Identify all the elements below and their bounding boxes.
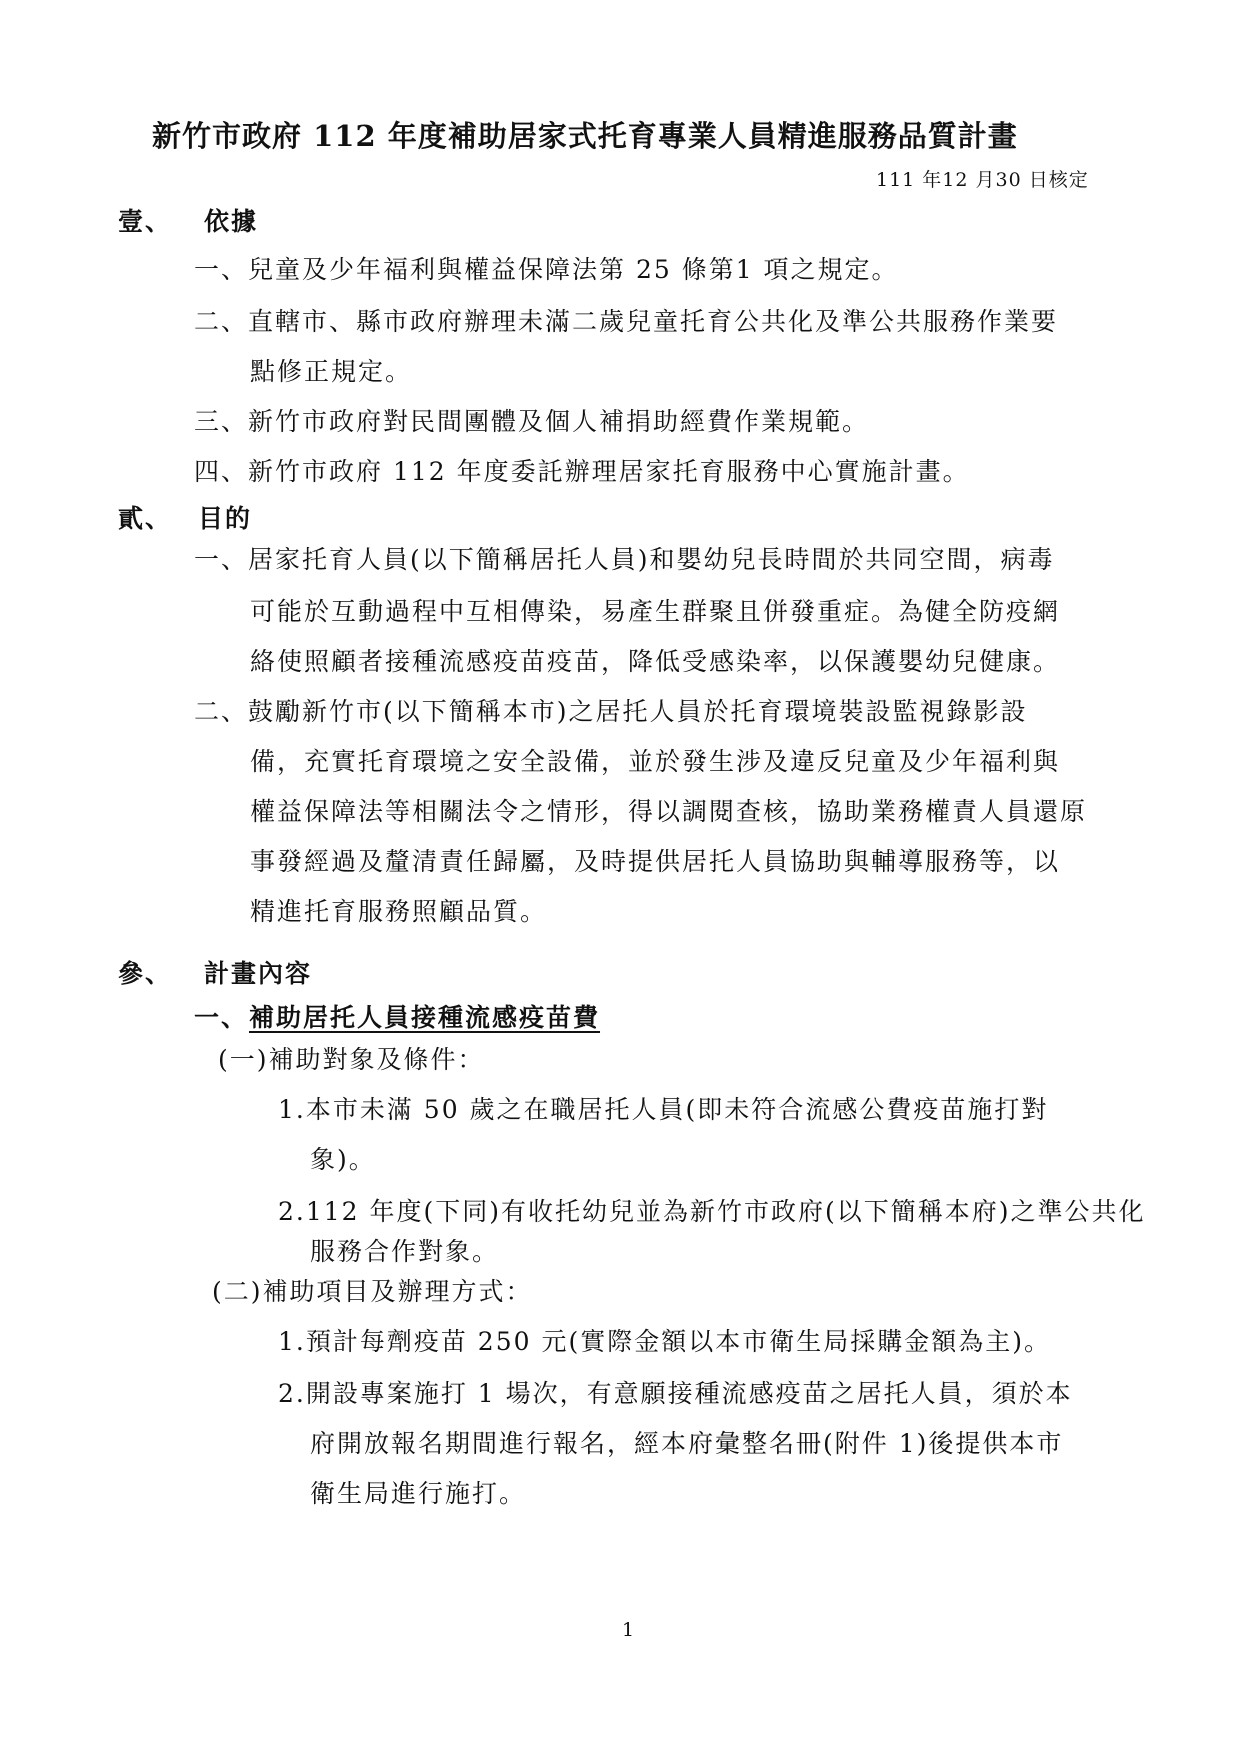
section2-line: 絡使照顧者接種流感疫苗疫苗，降低受感染率，以保護嬰幼兒健康。 [250, 647, 1061, 676]
part1-line: 象)。 [310, 1145, 376, 1174]
part2-line: 2.開設專案施打 1 場次，有意願接種流感疫苗之居托人員，須於本 [278, 1379, 1073, 1408]
section2-line: 事發經過及釐清責任歸屬，及時提供居托人員協助與輔導服務等，以 [250, 847, 1061, 876]
subsection1-prefix: 一、 [194, 1003, 249, 1032]
section2-number: 貳、 [118, 504, 173, 533]
section1-heading: 依據 [204, 207, 259, 236]
part2-line: 府開放報名期間進行報名，經本府彙整名冊(附件 1)後提供本市 [310, 1429, 1064, 1458]
part2-line: 1.預計每劑疫苗 250 元(實際金額以本市衛生局採購金額為主)。 [278, 1327, 1051, 1356]
part1-heading: (一)補助對象及條件： [218, 1045, 485, 1074]
section2-line: 權益保障法等相關法令之情形，得以調閱查核，協助業務權責人員還原 [250, 797, 1088, 826]
section3-heading: 計畫內容 [204, 959, 313, 988]
section2-heading: 目的 [198, 504, 253, 533]
section1-number: 壹、 [118, 207, 173, 236]
part1-line: 1.本市未滿 50 歲之在職居托人員(即未符合流感公費疫苗施打對 [278, 1095, 1049, 1124]
approval-date: 111 年12 月30 日核定 [876, 169, 1089, 191]
part2-heading: (二)補助項目及辦理方式： [212, 1277, 533, 1306]
part1-line: 服務合作對象。 [310, 1237, 500, 1266]
section2-line: 一、居家托育人員(以下簡稱居托人員)和嬰幼兒長時間於共同空間，病毒 [194, 545, 1055, 574]
part1-line: 2.112 年度(下同)有收托幼兒並為新竹市政府(以下簡稱本府)之準公共化 [278, 1197, 1146, 1226]
subsection1-title: 補助居托人員接種流感疫苗費 [249, 1003, 601, 1032]
section2-line: 可能於互動過程中互相傳染，易產生群聚且併發重症。為健全防疫網 [250, 597, 1061, 626]
section2-line: 精進托育服務照顧品質。 [250, 897, 548, 926]
section1-item: 一、兒童及少年福利與權益保障法第 25 條第1 項之規定。 [194, 255, 899, 284]
document-title: 新竹市政府 112 年度補助居家式托育專業人員精進服務品質計畫 [152, 119, 1018, 153]
section1-item: 四、新竹市政府 112 年度委託辦理居家托育服務中心實施計畫。 [194, 457, 970, 486]
part2-line: 衛生局進行施打。 [310, 1479, 527, 1508]
section2-line: 二、鼓勵新竹市(以下簡稱本市)之居托人員於托育環境裝設監視錄影設 [194, 697, 1028, 726]
section2-line: 備，充實托育環境之安全設備，並於發生涉及違反兒童及少年福利與 [250, 747, 1061, 776]
section1-item: 二、直轄市、縣市政府辦理未滿二歲兒童托育公共化及準公共服務作業要 [194, 307, 1059, 336]
section1-item: 三、新竹市政府對民間團體及個人補捐助經費作業規範。 [194, 407, 870, 436]
page-number: 1 [622, 1619, 637, 1641]
section1-item-continued: 點修正規定。 [250, 357, 413, 386]
section3-number: 參、 [118, 959, 173, 988]
